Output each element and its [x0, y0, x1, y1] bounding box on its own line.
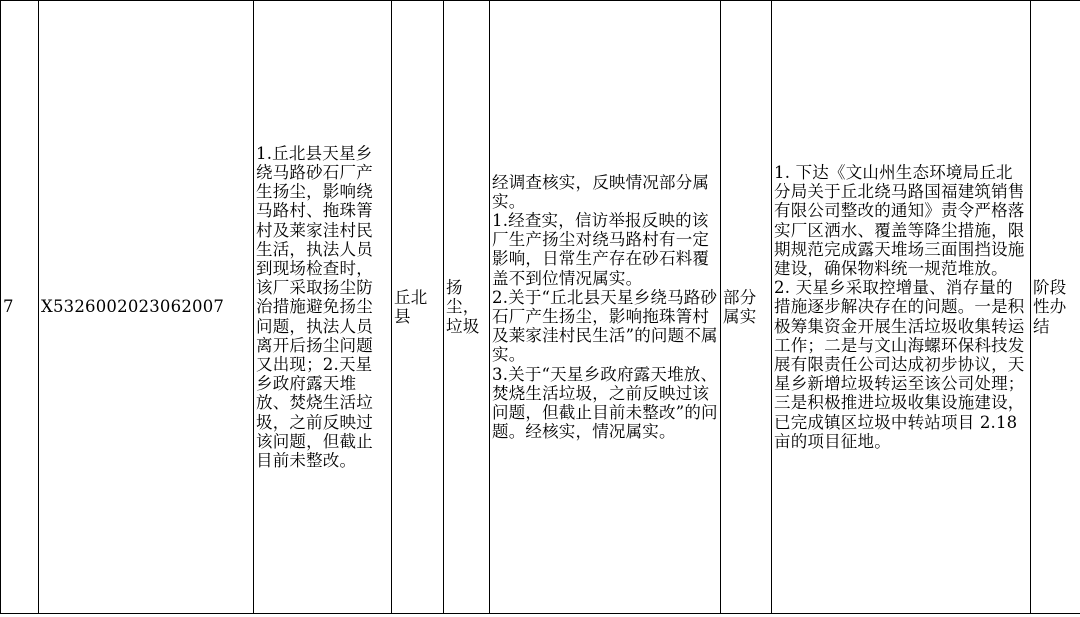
complaint-content: 1.丘北县天星乡绕马路砂石厂产生扬尘，影响绕马路村、拖珠箐村及莱家洼村民生活，执法人员到现场检查时，该厂采取扬尘防治措施避免扬尘问题，执法人员离开后扬尘问题又出现；2.天星乡政府露天堆放、焚烧生活垃圾，之前反映过该问题，但截止目前未整改。 — [254, 1, 392, 614]
row-index: 7 — [1, 1, 39, 614]
rectification-measures: 1. 下达《文山州生态环境局丘北分局关于丘北绕马路国福建筑销售有限公司整改的通知》责令严格落实厂区洒水、覆盖等降尘措施，限期规范完成露天堆场三面围挡设施建设，确保物料统一规范堆放。 2. 天星乡采取控增量、消存量的措施逐步解决存在的问题。一是积极筹集资金开展生活垃圾收集转运工作；二是与文山海螺环保科技发展有限责任公司达成初步协议，天星乡新增垃圾转运至该公司处理；三是积极推进垃圾收集设施建设，已完成镇区垃圾中转站项目 2.18 亩的项目征地。 — [772, 1, 1031, 614]
case-code: X5326002023062007 — [39, 1, 254, 614]
investigation-result: 经调查核实，反映情况部分属实。 1.经查实，信访举报反映的该厂生产扬尘对绕马路村有一定影响，日常生产存在砂石料覆盖不到位情况属实。 2.关于“丘北县天星乡绕马路砂石厂产生扬尘，影响拖珠箐村及莱家洼村民生活”的问题不属实。 3.关于“天星乡政府露天堆放、焚烧生活垃圾，之前反映过该问题，但截止目前未整改”的问题。经核实，情况属实。 — [490, 1, 721, 614]
verdict-cell: 部分属实 — [721, 1, 772, 614]
county-cell: 丘北县 — [392, 1, 444, 614]
table-row — [1, 1, 1080, 614]
status-cell: 阶段性办结 — [1031, 1, 1080, 614]
pollution-type-cell: 扬尘，垃圾 — [444, 1, 490, 614]
